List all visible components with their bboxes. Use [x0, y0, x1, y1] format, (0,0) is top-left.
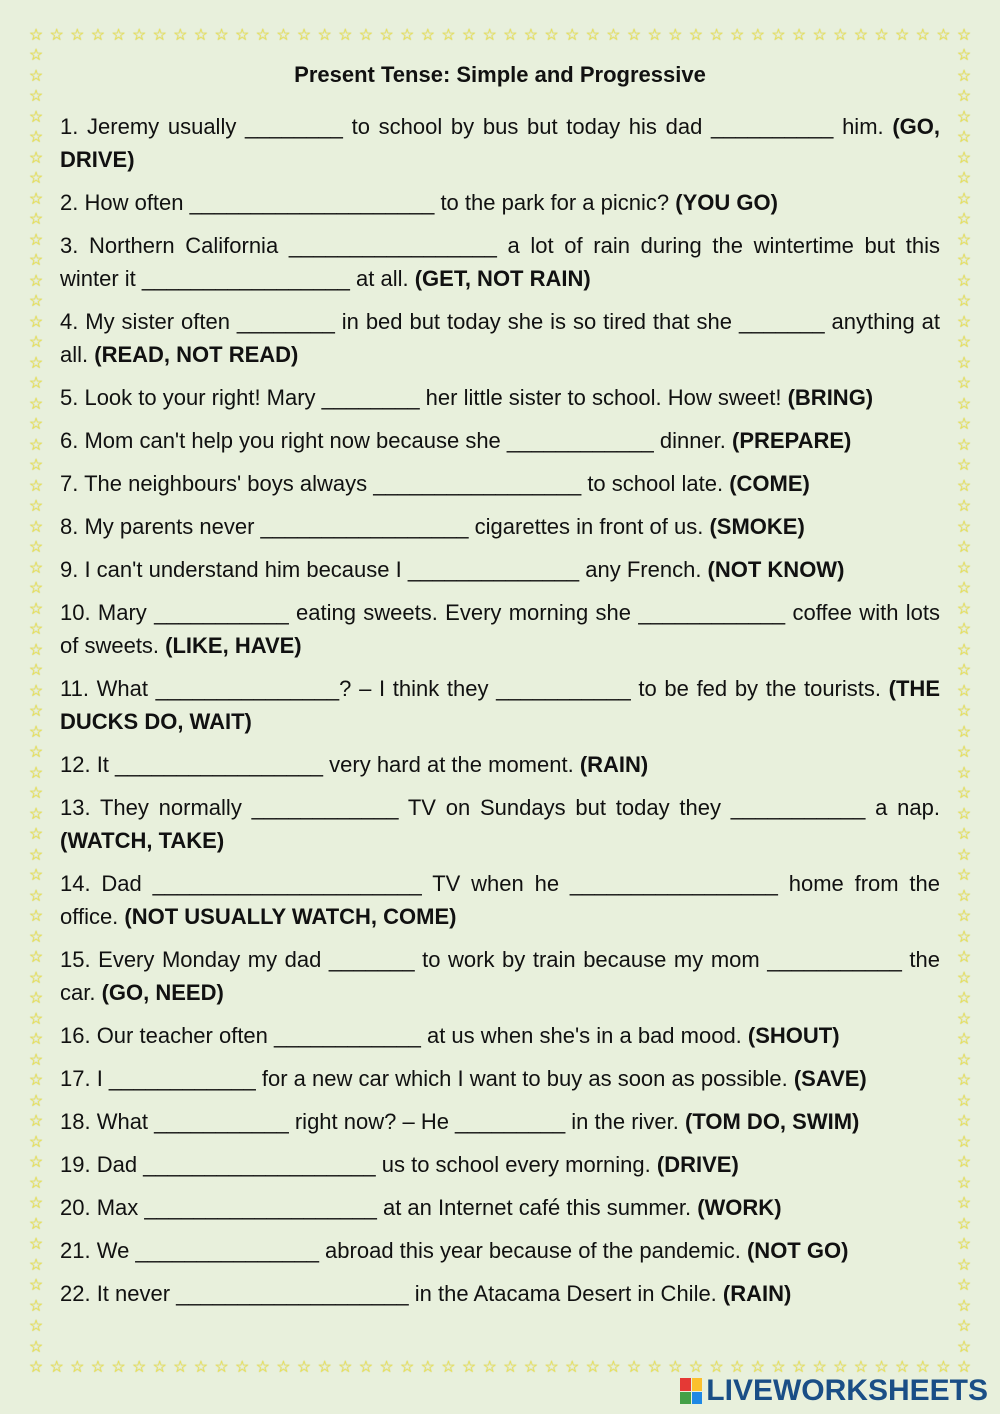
star-icon: ☆	[956, 436, 972, 454]
star-icon: ☆	[956, 395, 972, 413]
star-icon: ☆	[28, 231, 44, 249]
star-icon: ☆	[28, 457, 44, 475]
exercise-hint: (NOT KNOW)	[707, 557, 845, 582]
exercise-hint: (WORK)	[697, 1195, 782, 1220]
star-icon: ☆	[956, 826, 972, 844]
star-icon: ☆	[214, 1359, 229, 1376]
exercise-item	[60, 1062, 940, 1095]
star-icon: ☆	[28, 887, 44, 905]
exercise-item	[60, 1148, 940, 1181]
star-icon: ☆	[626, 27, 642, 44]
star-icon: ☆	[750, 1359, 765, 1376]
star-icon: ☆	[688, 27, 704, 44]
star-icon: ☆	[28, 477, 44, 495]
star-icon: ☆	[833, 1359, 848, 1376]
star-icon: ☆	[482, 27, 497, 44]
star-icon: ☆	[956, 703, 972, 721]
star-icon: ☆	[90, 27, 106, 44]
star-icon: ☆	[750, 27, 765, 44]
star-icon: ☆	[956, 846, 972, 864]
star-icon: ☆	[28, 1154, 44, 1172]
star-icon: ☆	[956, 1072, 972, 1090]
star-icon: ☆	[173, 27, 188, 44]
star-icon: ☆	[111, 27, 126, 44]
star-icon: ☆	[28, 1277, 44, 1295]
star-icon: ☆	[626, 1359, 642, 1376]
star-icon: ☆	[956, 47, 972, 65]
star-icon: ☆	[28, 1092, 44, 1110]
star-icon: ☆	[28, 785, 44, 803]
star-icon: ☆	[956, 129, 972, 147]
star-icon: ☆	[400, 27, 415, 44]
star-icon: ☆	[523, 1359, 539, 1376]
star-icon: ☆	[956, 211, 972, 229]
exercise-hint: (BRING)	[787, 385, 874, 410]
star-icon: ☆	[647, 1359, 662, 1376]
star-icon: ☆	[729, 1359, 745, 1376]
exercise-hint: (NOT USUALLY WATCH, COME)	[124, 904, 457, 929]
star-icon: ☆	[585, 27, 600, 44]
star-icon: ☆	[193, 27, 209, 44]
exercise-item	[60, 381, 940, 414]
exercise-list	[60, 110, 940, 1320]
star-icon: ☆	[28, 170, 44, 188]
star-icon: ☆	[956, 1277, 972, 1295]
exercise-hint: (COME)	[729, 471, 810, 496]
exercise-item	[60, 305, 940, 371]
star-icon: ☆	[956, 149, 972, 167]
star-icon: ☆	[379, 1359, 394, 1376]
star-icon: ☆	[193, 1359, 209, 1376]
star-icon: ☆	[709, 1359, 724, 1376]
star-icon: ☆	[28, 149, 44, 167]
star-icon: ☆	[956, 1092, 972, 1110]
exercise-item	[60, 1234, 940, 1267]
star-icon: ☆	[956, 1031, 972, 1049]
star-icon: ☆	[28, 1215, 44, 1233]
star-icon: ☆	[956, 1154, 972, 1172]
star-icon: ☆	[956, 252, 972, 270]
star-icon: ☆	[956, 682, 972, 700]
star-icon: ☆	[956, 457, 972, 475]
star-icon: ☆	[956, 539, 972, 557]
star-icon: ☆	[255, 27, 271, 44]
star-icon: ☆	[49, 1359, 64, 1376]
star-icon: ☆	[956, 641, 972, 659]
star-icon: ☆	[28, 1133, 44, 1151]
exercise-hint: (THE DUCKS DO, WAIT)	[60, 676, 940, 734]
exercise-text: 13. They normally ____________ TV on Sundays but today they ___________ a nap.	[60, 795, 940, 820]
star-icon: ☆	[915, 27, 930, 44]
star-icon: ☆	[152, 27, 167, 44]
star-icon: ☆	[956, 231, 972, 249]
exercise-text: 5. Look to your right! Mary ________ her little sister to school. How sweet!	[60, 385, 788, 410]
star-icon: ☆	[729, 27, 745, 44]
star-icon: ☆	[956, 1195, 972, 1213]
exercise-text: 8. My parents never _________________ cigarettes in front of us.	[60, 514, 710, 539]
star-icon: ☆	[28, 211, 44, 229]
star-icon: ☆	[131, 27, 147, 44]
star-icon: ☆	[28, 498, 44, 516]
star-icon: ☆	[28, 1010, 44, 1028]
exercise-item	[60, 596, 940, 662]
star-icon: ☆	[28, 108, 44, 126]
star-icon: ☆	[523, 27, 539, 44]
star-icon: ☆	[565, 27, 580, 44]
exercise-hint: (WATCH, TAKE)	[60, 828, 225, 853]
star-icon: ☆	[956, 785, 972, 803]
star-icon: ☆	[28, 354, 44, 372]
star-icon: ☆	[956, 1215, 972, 1233]
star-icon: ☆	[791, 1359, 807, 1376]
exercise-hint: (RAIN)	[579, 752, 649, 777]
exercise-item	[60, 672, 940, 738]
star-icon: ☆	[28, 1297, 44, 1315]
exercise-text: 20. Max ___________________ at an Internet café this summer.	[60, 1195, 698, 1220]
star-icon: ☆	[956, 1236, 972, 1254]
star-icon: ☆	[461, 1359, 477, 1376]
star-icon: ☆	[956, 887, 972, 905]
brand-logo	[680, 1374, 988, 1408]
star-icon: ☆	[956, 293, 972, 311]
exercise-text: 15. Every Monday my dad _______ to work by train because my mom ___________ the car.	[60, 947, 940, 1005]
exercise-item	[60, 186, 940, 219]
exercise-item	[60, 1019, 940, 1052]
star-icon: ☆	[956, 949, 972, 967]
star-icon: ☆	[28, 88, 44, 106]
star-icon: ☆	[28, 293, 44, 311]
star-icon: ☆	[317, 1359, 332, 1376]
exercise-text: 22. It never ___________________ in the Atacama Desert in Chile.	[60, 1281, 723, 1306]
star-icon: ☆	[936, 27, 951, 44]
star-icon: ☆	[709, 27, 724, 44]
star-icon: ☆	[28, 272, 44, 290]
star-icon: ☆	[28, 1113, 44, 1131]
star-icon: ☆	[956, 928, 972, 946]
star-icon: ☆	[173, 1359, 188, 1376]
star-icon: ☆	[152, 1359, 167, 1376]
exercise-text: 16. Our teacher often ____________ at us when she's in a bad mood.	[60, 1023, 748, 1048]
star-icon: ☆	[28, 969, 44, 987]
star-icon: ☆	[28, 313, 44, 331]
exercise-text: 9. I can't understand him because I ______________ any French.	[60, 557, 708, 582]
star-icon: ☆	[28, 436, 44, 454]
star-icon: ☆	[28, 1236, 44, 1254]
star-icon: ☆	[544, 27, 559, 44]
exercise-item	[60, 229, 940, 295]
star-icon: ☆	[833, 27, 848, 44]
star-icon: ☆	[956, 190, 972, 208]
star-icon: ☆	[49, 27, 64, 44]
exercise-text: 4. My sister often ________ in bed but today she is so tired that she _______ anything at all.	[60, 309, 940, 367]
star-icon: ☆	[441, 27, 456, 44]
exercise-hint: (YOU GO)	[675, 190, 778, 215]
exercise-item	[60, 1191, 940, 1224]
exercise-text: 6. Mom can't help you right now because she ____________ dinner.	[60, 428, 732, 453]
exercise-hint: (LIKE, HAVE)	[165, 633, 302, 658]
star-icon: ☆	[28, 518, 44, 536]
page-title: Present Tense: Simple and Progressive	[294, 62, 706, 87]
star-icon: ☆	[358, 1359, 374, 1376]
star-icon: ☆	[358, 27, 374, 44]
exercise-item	[60, 467, 940, 500]
star-icon: ☆	[111, 1359, 126, 1376]
star-icon: ☆	[28, 641, 44, 659]
exercise-item	[60, 553, 940, 586]
star-icon: ☆	[606, 27, 621, 44]
star-icon: ☆	[28, 846, 44, 864]
star-icon: ☆	[276, 1359, 291, 1376]
exercise-hint: (GET, NOT RAIN)	[414, 266, 591, 291]
exercise-hint: (SHOUT)	[747, 1023, 840, 1048]
exercise-hint: (SAVE)	[793, 1066, 867, 1091]
exercise-hint: (PREPARE)	[732, 428, 852, 453]
exercise-hint: (RAIN)	[722, 1281, 792, 1306]
star-icon: ☆	[585, 1359, 600, 1376]
star-icon: ☆	[956, 1297, 972, 1315]
exercise-hint: (NOT GO)	[746, 1238, 849, 1263]
star-icon: ☆	[956, 621, 972, 639]
star-icon: ☆	[28, 47, 44, 65]
star-icon: ☆	[956, 1133, 972, 1151]
star-icon: ☆	[791, 27, 807, 44]
star-icon: ☆	[956, 1174, 972, 1192]
star-icon: ☆	[956, 477, 972, 495]
star-icon: ☆	[28, 190, 44, 208]
exercise-item	[60, 867, 940, 933]
exercise-hint: (READ, NOT READ)	[94, 342, 299, 367]
star-icon: ☆	[441, 1359, 456, 1376]
star-icon: ☆	[956, 764, 972, 782]
star-icon: ☆	[874, 27, 889, 44]
star-icon: ☆	[296, 1359, 312, 1376]
star-icon: ☆	[28, 723, 44, 741]
star-icon: ☆	[214, 27, 229, 44]
star-icon: ☆	[235, 27, 250, 44]
star-icon: ☆	[28, 252, 44, 270]
exercise-text: 3. Northern California _________________ a lot of rain during the wintertime but this winter it _________________ at all.	[60, 233, 940, 291]
exercise-hint: (DRIVE)	[656, 1152, 739, 1177]
star-icon: ☆	[28, 1359, 44, 1376]
star-icon: ☆	[688, 1359, 704, 1376]
exercise-text: 18. What ___________ right now? – He _________ in the river.	[60, 1109, 686, 1134]
star-icon: ☆	[956, 313, 972, 331]
exercise-item	[60, 424, 940, 457]
star-icon: ☆	[956, 559, 972, 577]
star-icon: ☆	[28, 764, 44, 782]
star-icon: ☆	[956, 805, 972, 823]
star-icon: ☆	[28, 334, 44, 352]
star-icon: ☆	[28, 949, 44, 967]
star-icon: ☆	[338, 1359, 353, 1376]
star-icon: ☆	[956, 272, 972, 290]
exercise-text: 7. The neighbours' boys always _________________ to school late.	[60, 471, 730, 496]
star-icon: ☆	[235, 1359, 250, 1376]
star-icon: ☆	[296, 27, 312, 44]
star-icon: ☆	[874, 1359, 889, 1376]
exercise-hint: (TOM DO, SWIM)	[685, 1109, 860, 1134]
star-icon: ☆	[956, 723, 972, 741]
star-icon: ☆	[28, 1256, 44, 1274]
star-icon: ☆	[28, 908, 44, 926]
star-icon: ☆	[28, 1195, 44, 1213]
exercise-item	[60, 510, 940, 543]
star-icon: ☆	[461, 27, 477, 44]
star-icon: ☆	[956, 334, 972, 352]
star-icon: ☆	[956, 498, 972, 516]
star-icon: ☆	[276, 27, 291, 44]
star-icon: ☆	[956, 1051, 972, 1069]
star-icon: ☆	[894, 1359, 910, 1376]
star-icon: ☆	[28, 1338, 44, 1356]
star-icon: ☆	[28, 559, 44, 577]
star-icon: ☆	[28, 539, 44, 557]
exercise-text: 2. How often ____________________ to the park for a picnic?	[60, 190, 676, 215]
star-icon: ☆	[400, 1359, 415, 1376]
star-icon: ☆	[28, 416, 44, 434]
star-icon: ☆	[956, 1010, 972, 1028]
star-icon: ☆	[482, 1359, 497, 1376]
star-icon: ☆	[956, 969, 972, 987]
exercise-hint: (GO, NEED)	[101, 980, 224, 1005]
exercise-item	[60, 1105, 940, 1138]
star-icon: ☆	[28, 1072, 44, 1090]
exercise-text: 1. Jeremy usually ________ to school by bus but today his dad __________ him.	[60, 114, 893, 139]
star-icon: ☆	[70, 27, 85, 44]
star-icon: ☆	[956, 375, 972, 393]
star-icon: ☆	[28, 67, 44, 85]
star-icon: ☆	[544, 1359, 559, 1376]
exercise-text: 19. Dad ___________________ us to school every morning.	[60, 1152, 657, 1177]
star-icon: ☆	[936, 1359, 951, 1376]
star-icon: ☆	[606, 1359, 621, 1376]
star-icon: ☆	[28, 375, 44, 393]
star-icon: ☆	[956, 518, 972, 536]
star-icon: ☆	[28, 703, 44, 721]
star-icon: ☆	[28, 682, 44, 700]
exercise-text: 10. Mary ___________ eating sweets. Every morning she ____________ coffee with lots of sweets.	[60, 600, 940, 658]
star-icon: ☆	[956, 1338, 972, 1356]
star-icon: ☆	[503, 27, 518, 44]
exercise-item	[60, 748, 940, 781]
exercise-item	[60, 791, 940, 857]
star-icon: ☆	[812, 27, 827, 44]
star-icon: ☆	[28, 600, 44, 618]
exercise-item	[60, 943, 940, 1009]
star-icon: ☆	[28, 928, 44, 946]
star-icon: ☆	[647, 27, 662, 44]
star-icon: ☆	[853, 27, 869, 44]
star-icon: ☆	[956, 1318, 972, 1335]
star-icon: ☆	[956, 416, 972, 434]
logo-icon	[680, 1378, 702, 1404]
star-icon: ☆	[956, 580, 972, 598]
star-icon: ☆	[956, 867, 972, 885]
star-icon: ☆	[771, 27, 786, 44]
star-icon: ☆	[255, 1359, 271, 1376]
star-icon: ☆	[28, 1318, 44, 1335]
star-icon: ☆	[956, 600, 972, 618]
star-icon: ☆	[379, 27, 394, 44]
star-icon: ☆	[131, 1359, 147, 1376]
star-icon: ☆	[956, 27, 972, 44]
star-icon: ☆	[420, 27, 435, 44]
star-icon: ☆	[28, 129, 44, 147]
brand-name: LIVEWORKSHEETS	[706, 1374, 988, 1407]
star-icon: ☆	[28, 826, 44, 844]
star-icon: ☆	[565, 1359, 580, 1376]
exercise-hint: (GO, DRIVE)	[60, 114, 940, 172]
star-icon: ☆	[28, 1031, 44, 1049]
exercise-text: 11. What _______________? – I think they ___________ to be fed by the tourists.	[60, 676, 889, 701]
star-icon: ☆	[70, 1359, 85, 1376]
star-icon: ☆	[853, 1359, 869, 1376]
exercise-text: 14. Dad ______________________ TV when he _________________ home from the office.	[60, 871, 940, 929]
exercise-text: 12. It _________________ very hard at the moment.	[60, 752, 580, 777]
star-icon: ☆	[894, 27, 910, 44]
star-icon: ☆	[28, 395, 44, 413]
star-icon: ☆	[956, 88, 972, 106]
exercise-item	[60, 110, 940, 176]
star-icon: ☆	[338, 27, 353, 44]
star-icon: ☆	[28, 744, 44, 762]
star-icon: ☆	[668, 1359, 683, 1376]
star-icon: ☆	[28, 1051, 44, 1069]
star-icon: ☆	[956, 990, 972, 1008]
exercise-item	[60, 1277, 940, 1310]
star-icon: ☆	[90, 1359, 106, 1376]
star-icon: ☆	[28, 580, 44, 598]
star-icon: ☆	[28, 990, 44, 1008]
star-icon: ☆	[956, 1359, 972, 1376]
star-icon: ☆	[28, 27, 44, 44]
star-icon: ☆	[771, 1359, 786, 1376]
star-icon: ☆	[28, 867, 44, 885]
star-icon: ☆	[420, 1359, 435, 1376]
star-icon: ☆	[28, 621, 44, 639]
star-icon: ☆	[915, 1359, 930, 1376]
star-icon: ☆	[28, 805, 44, 823]
star-icon: ☆	[28, 662, 44, 680]
star-icon: ☆	[668, 27, 683, 44]
star-icon: ☆	[956, 67, 972, 85]
star-icon: ☆	[956, 170, 972, 188]
exercise-hint: (SMOKE)	[709, 514, 805, 539]
star-icon: ☆	[28, 1174, 44, 1192]
star-icon: ☆	[956, 354, 972, 372]
star-icon: ☆	[956, 108, 972, 126]
star-icon: ☆	[956, 908, 972, 926]
star-icon: ☆	[503, 1359, 518, 1376]
star-icon: ☆	[956, 662, 972, 680]
star-icon: ☆	[317, 27, 332, 44]
star-icon: ☆	[956, 744, 972, 762]
star-icon: ☆	[956, 1256, 972, 1274]
star-icon: ☆	[812, 1359, 827, 1376]
star-icon: ☆	[956, 1113, 972, 1131]
exercise-text: 21. We _______________ abroad this year because of the pandemic.	[60, 1238, 747, 1263]
exercise-text: 17. I ____________ for a new car which I want to buy as soon as possible.	[60, 1066, 794, 1091]
